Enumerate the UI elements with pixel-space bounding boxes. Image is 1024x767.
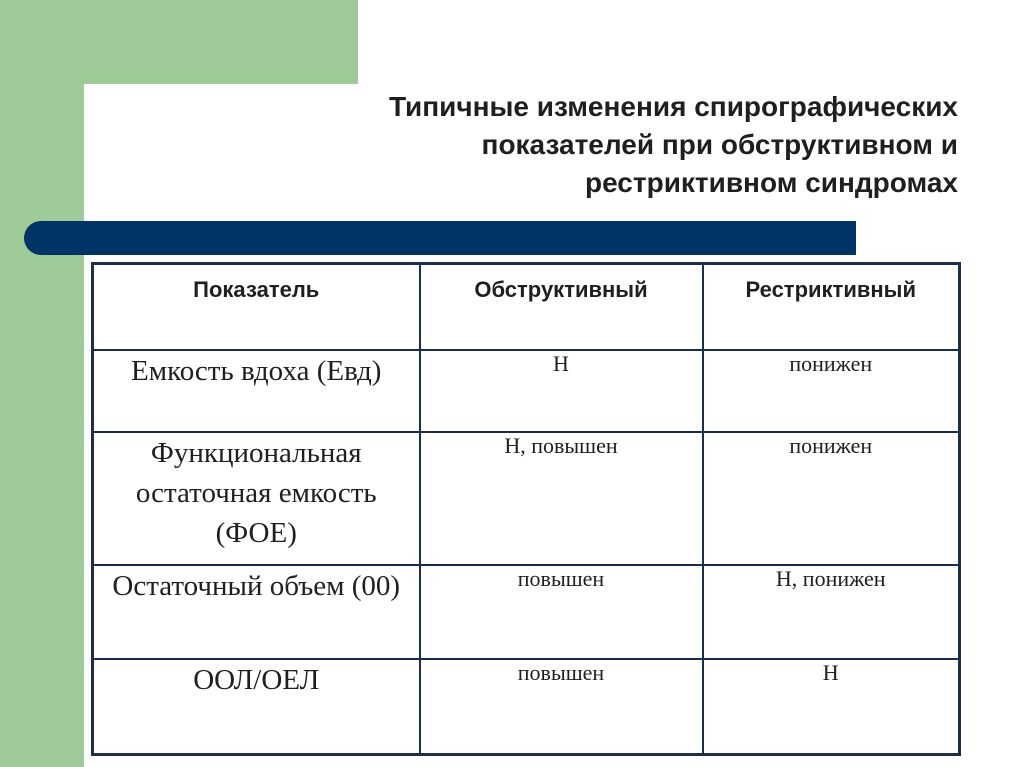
- slide-title: [180, 88, 958, 202]
- cell-obstructive: Н: [420, 350, 703, 432]
- cell-restrictive: Н: [703, 659, 960, 755]
- header-restrictive: Рестриктивный: [703, 264, 960, 350]
- table-row: [93, 432, 960, 565]
- decorative-green-strip: [0, 0, 84, 767]
- cell-obstructive: повышен: [420, 565, 703, 659]
- title-line-2: показателей при обструктивном и: [481, 129, 958, 160]
- header-obstructive: Обструктивный: [420, 264, 703, 350]
- cell-parameter: Функциональная остаточная емкость (ФОЕ): [93, 432, 420, 565]
- header-parameter: Показатель: [93, 264, 420, 350]
- title-divider-bar: [24, 221, 856, 255]
- cell-obstructive: Н, повышен: [420, 432, 703, 565]
- cell-restrictive: понижен: [703, 350, 960, 432]
- cell-parameter: Емкость вдоха (Евд): [93, 350, 420, 432]
- table-header-row: [93, 264, 960, 350]
- cell-parameter: ООЛ/ОЕЛ: [93, 659, 420, 755]
- spirography-table: [91, 262, 961, 756]
- cell-restrictive: Н, понижен: [703, 565, 960, 659]
- cell-obstructive: повышен: [420, 659, 703, 755]
- table-row: [93, 565, 960, 659]
- table-row: [93, 659, 960, 755]
- title-line-3: рестриктивном синдромах: [585, 167, 958, 198]
- cell-restrictive: понижен: [703, 432, 960, 565]
- title-line-1: Типичные изменения спирографических: [388, 91, 958, 122]
- table-row: [93, 350, 960, 432]
- cell-parameter: Остаточный объем (00): [93, 565, 420, 659]
